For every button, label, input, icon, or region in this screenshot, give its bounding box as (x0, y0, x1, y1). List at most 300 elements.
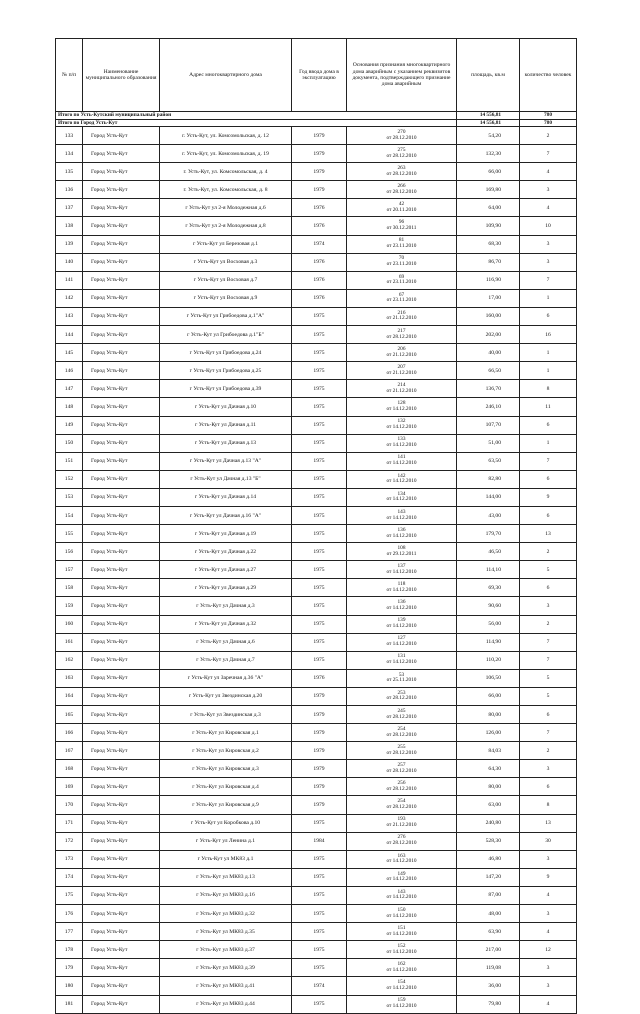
row-municipality: Город Усть-Кут (83, 271, 160, 289)
basis-doc-date: от 28.12.2010 (386, 731, 417, 738)
row-people: 6 (520, 778, 577, 796)
basis-doc-number: 216 (397, 309, 406, 316)
basis-doc-date: от 14.12.2010 (386, 442, 417, 449)
table-row (56, 977, 577, 995)
row-year: 1975 (292, 597, 347, 615)
row-year: 1975 (292, 506, 347, 524)
row-people: 4 (520, 199, 577, 217)
basis-doc-date: от 14.12.2010 (386, 858, 417, 865)
row-area: 43,00 (457, 506, 520, 524)
row-people: 7 (520, 651, 577, 669)
row-address: г. Усть-Кут, ул. Комсомольская, д. 4 (160, 163, 292, 181)
basis-doc-date: от 28.12.2010 (386, 713, 417, 720)
row-basis (347, 434, 457, 452)
table-row (56, 199, 577, 217)
row-number: 169 (56, 778, 83, 796)
row-basis (347, 380, 457, 398)
basis-doc-number: 141 (397, 454, 406, 461)
row-municipality: Город Усть-Кут (83, 434, 160, 452)
total-area: 14 556,81 (457, 112, 520, 120)
row-year: 1976 (292, 253, 347, 271)
row-area: 110,20 (457, 651, 520, 669)
basis-doc-number: 96 (398, 219, 405, 226)
basis-doc-date: от 14.12.2010 (386, 586, 417, 593)
row-number: 161 (56, 633, 83, 651)
row-address: г Усть-Кут ул Дачная д.19 (160, 525, 292, 543)
row-year: 1975 (292, 452, 347, 470)
row-number: 152 (56, 470, 83, 488)
row-year: 1975 (292, 868, 347, 886)
row-area: 66,00 (457, 163, 520, 181)
total-people: 780 (520, 119, 577, 127)
basis-doc-number: 275 (397, 146, 406, 153)
basis-doc-number: 67 (398, 291, 405, 298)
basis-doc-number: 108 (397, 544, 406, 551)
table-row (56, 687, 577, 705)
row-people: 6 (520, 579, 577, 597)
basis-doc-number: 154 (397, 979, 406, 986)
row-basis (347, 127, 457, 145)
row-basis (347, 506, 457, 524)
basis-doc-date: от 28.12.2010 (386, 333, 417, 340)
table-row (56, 127, 577, 145)
row-basis (347, 850, 457, 868)
table-row (56, 470, 577, 488)
row-number: 154 (56, 506, 83, 524)
table-row (56, 398, 577, 416)
row-municipality: Город Усть-Кут (83, 579, 160, 597)
row-address: г Усть-Кут ул МК83 д.41 (160, 977, 292, 995)
row-people: 7 (520, 145, 577, 163)
basis-doc-number: 162 (397, 961, 406, 968)
row-basis (347, 235, 457, 253)
row-area: 107,70 (457, 416, 520, 434)
row-year: 1975 (292, 543, 347, 561)
basis-doc-number: 70 (398, 255, 405, 262)
row-area: 126,00 (457, 724, 520, 742)
table-row (56, 253, 577, 271)
row-people: 3 (520, 977, 577, 995)
row-municipality: Город Усть-Кут (83, 977, 160, 995)
basis-doc-number: 81 (398, 237, 405, 244)
row-municipality: Город Усть-Кут (83, 163, 160, 181)
basis-doc-number: 245 (397, 707, 406, 714)
table-row (56, 886, 577, 904)
table-row (56, 163, 577, 181)
row-number: 175 (56, 886, 83, 904)
basis-doc-number: 69 (398, 273, 405, 280)
basis-doc-number: 127 (397, 635, 406, 642)
row-year: 1975 (292, 941, 347, 959)
row-area: 240,80 (457, 814, 520, 832)
row-address: г Усть-Кут ул МК83 д.44 (160, 995, 292, 1013)
basis-doc-number: 53 (398, 671, 405, 678)
row-area: 82,80 (457, 470, 520, 488)
row-year: 1975 (292, 416, 347, 434)
row-number: 178 (56, 941, 83, 959)
row-year: 1979 (292, 127, 347, 145)
row-people: 9 (520, 868, 577, 886)
row-municipality: Город Усть-Кут (83, 706, 160, 724)
row-address: г Усть-Кут ул Березовая д.1 (160, 235, 292, 253)
header-num: № п/п (56, 39, 83, 112)
row-year: 1975 (292, 398, 347, 416)
row-people: 6 (520, 416, 577, 434)
table-row (56, 326, 577, 344)
row-municipality: Город Усть-Кут (83, 923, 160, 941)
table-row (56, 416, 577, 434)
table-row (56, 706, 577, 724)
row-area: 86,70 (457, 253, 520, 271)
row-number: 141 (56, 271, 83, 289)
row-area: 79,80 (457, 995, 520, 1013)
row-year: 1975 (292, 326, 347, 344)
table-row (56, 995, 577, 1013)
row-people: 6 (520, 506, 577, 524)
row-address: г Усть-Кут ул Заречная д.36 "А" (160, 669, 292, 687)
row-basis (347, 886, 457, 904)
row-number: 165 (56, 706, 83, 724)
row-basis (347, 199, 457, 217)
row-people: 7 (520, 271, 577, 289)
row-people: 6 (520, 307, 577, 325)
row-area: 246,10 (457, 398, 520, 416)
table-row (56, 814, 577, 832)
document-sheet (55, 38, 576, 1014)
row-address: г Усть-Кут ул Дачная д.3 (160, 597, 292, 615)
row-number: 142 (56, 289, 83, 307)
row-address: г Усть-Кут ул Дачная д.6 (160, 633, 292, 651)
row-address: г Усть-Кут ул МК83 д.35 (160, 923, 292, 941)
table-row (56, 905, 577, 923)
basis-doc-date: от 23.11.2010 (386, 243, 417, 250)
row-year: 1976 (292, 217, 347, 235)
basis-doc-date: от 21.12.2010 (386, 351, 417, 358)
row-address: г Усть-Кут ул Дачная д.29 (160, 579, 292, 597)
row-area: 64,00 (457, 199, 520, 217)
row-year: 1975 (292, 959, 347, 977)
basis-doc-date: от 14.12.2010 (386, 405, 417, 412)
row-municipality: Город Усть-Кут (83, 344, 160, 362)
row-area: 528,30 (457, 832, 520, 850)
row-address: г Усть-Кут ул Грибоедова д.1"Б" (160, 326, 292, 344)
row-address: г Усть-Кут ул Кировская д.1 (160, 724, 292, 742)
row-number: 147 (56, 380, 83, 398)
basis-doc-date: от 28.12.2010 (386, 152, 417, 159)
table-row (56, 145, 577, 163)
row-number: 179 (56, 959, 83, 977)
row-area: 69,30 (457, 579, 520, 597)
row-basis (347, 959, 457, 977)
total-row-city (56, 119, 577, 127)
row-area: 87,00 (457, 886, 520, 904)
row-number: 158 (56, 579, 83, 597)
row-address: г Усть-Кут ул Кировская д.4 (160, 778, 292, 796)
row-area: 54,20 (457, 127, 520, 145)
row-area: 84,03 (457, 742, 520, 760)
table-row (56, 850, 577, 868)
row-basis (347, 941, 457, 959)
row-municipality: Город Усть-Кут (83, 561, 160, 579)
row-address: г Усть-Кут ул 2-я Молодежная д.8 (160, 217, 292, 235)
row-people: 13 (520, 525, 577, 543)
row-number: 173 (56, 850, 83, 868)
row-number: 162 (56, 651, 83, 669)
basis-doc-number: 151 (397, 924, 406, 931)
row-people: 30 (520, 832, 577, 850)
row-address: г Усть-Кут ул МК83 д.1 (160, 850, 292, 868)
row-address: г Усть-Кут ул Кировская д.9 (160, 796, 292, 814)
row-area: 147,20 (457, 868, 520, 886)
row-municipality: Город Усть-Кут (83, 669, 160, 687)
row-municipality: Город Усть-Кут (83, 543, 160, 561)
header-basis: Основания признания многоквартирного дома аварийным с указанием реквизитов документа, подтверждающего признание дома аварийным (347, 39, 457, 112)
row-number: 148 (56, 398, 83, 416)
total-people: 780 (520, 112, 577, 120)
row-year: 1975 (292, 488, 347, 506)
basis-doc-number: 131 (397, 653, 406, 660)
row-number: 163 (56, 669, 83, 687)
basis-doc-number: 133 (397, 436, 406, 443)
row-basis (347, 905, 457, 923)
row-municipality: Город Усть-Кут (83, 398, 160, 416)
row-address: г Усть-Кут ул МК83 д.37 (160, 941, 292, 959)
row-basis (347, 181, 457, 199)
basis-doc-date: от 28.12.2010 (386, 170, 417, 177)
row-year: 1975 (292, 886, 347, 904)
row-area: 36,00 (457, 977, 520, 995)
table-row (56, 344, 577, 362)
row-municipality: Город Усть-Кут (83, 995, 160, 1013)
row-address: г Усть-Кут ул Дачная д.11 (160, 416, 292, 434)
row-basis (347, 977, 457, 995)
row-year: 1974 (292, 977, 347, 995)
row-people: 11 (520, 398, 577, 416)
row-people: 1 (520, 289, 577, 307)
row-basis (347, 561, 457, 579)
row-basis (347, 651, 457, 669)
header-people: количество человек (520, 39, 577, 112)
table-row (56, 615, 577, 633)
basis-doc-date: от 14.12.2010 (386, 604, 417, 611)
table-row (56, 362, 577, 380)
table-row (56, 434, 577, 452)
basis-doc-date: от 14.12.2010 (386, 912, 417, 919)
row-municipality: Город Усть-Кут (83, 326, 160, 344)
row-municipality: Город Усть-Кут (83, 615, 160, 633)
basis-doc-number: 132 (397, 418, 406, 425)
basis-doc-number: 142 (397, 472, 406, 479)
row-year: 1976 (292, 669, 347, 687)
row-year: 1975 (292, 470, 347, 488)
basis-doc-number: 137 (397, 563, 406, 569)
table-row (56, 235, 577, 253)
basis-doc-date: от 14.12.2010 (386, 623, 417, 630)
row-people: 1 (520, 362, 577, 380)
row-year: 1979 (292, 145, 347, 163)
row-people: 6 (520, 706, 577, 724)
row-year: 1979 (292, 778, 347, 796)
basis-doc-number: 143 (397, 888, 406, 895)
table-row (56, 651, 577, 669)
row-municipality: Город Усть-Кут (83, 307, 160, 325)
row-number: 138 (56, 217, 83, 235)
basis-doc-number: 255 (397, 743, 406, 750)
basis-doc-date: от 14.12.2010 (386, 659, 417, 666)
basis-doc-date: от 14.12.2010 (386, 424, 417, 431)
row-basis (347, 470, 457, 488)
row-municipality: Город Усть-Кут (83, 145, 160, 163)
basis-doc-date: от 14.12.2010 (386, 984, 417, 991)
row-people: 4 (520, 163, 577, 181)
row-area: 90,60 (457, 597, 520, 615)
row-municipality: Город Усть-Кут (83, 362, 160, 380)
row-municipality: Город Усть-Кут (83, 959, 160, 977)
row-people: 7 (520, 452, 577, 470)
row-address: г Усть-Кут ул Дачная д.13 "А" (160, 452, 292, 470)
header-address: Адрес многоквартирного дома (160, 39, 292, 112)
row-year: 1975 (292, 995, 347, 1013)
row-number: 166 (56, 724, 83, 742)
row-year: 1976 (292, 271, 347, 289)
row-number: 134 (56, 145, 83, 163)
basis-doc-number: 206 (397, 345, 406, 352)
row-people: 2 (520, 543, 577, 561)
row-year: 1975 (292, 362, 347, 380)
row-address: г Усть-Кут ул Восховая д.9 (160, 289, 292, 307)
basis-doc-date: от 23.11.2010 (386, 279, 417, 286)
row-area: 63,50 (457, 452, 520, 470)
table-row (56, 307, 577, 325)
table-row (56, 633, 577, 651)
row-address: г. Усть-Кут, ул. Комсомольская, д. 19 (160, 145, 292, 163)
basis-doc-date: от 21.12.2010 (386, 369, 417, 376)
row-people: 10 (520, 217, 577, 235)
row-year: 1979 (292, 796, 347, 814)
row-basis (347, 344, 457, 362)
row-year: 1975 (292, 615, 347, 633)
basis-doc-date: от 14.12.2010 (386, 930, 417, 937)
row-address: г Усть-Кут ул Дачная д.13 "Б" (160, 470, 292, 488)
row-address: г Усть-Кут ул Грибоедова д.1"А" (160, 307, 292, 325)
basis-doc-date: от 14.12.2010 (386, 1003, 417, 1010)
table-row (56, 796, 577, 814)
row-number: 140 (56, 253, 83, 271)
row-number: 149 (56, 416, 83, 434)
basis-doc-date: от 14.12.2010 (386, 514, 417, 521)
basis-doc-date: от 28.12.2010 (386, 188, 417, 195)
row-area: 66,50 (457, 362, 520, 380)
header-area: площадь, кв.м (457, 39, 520, 112)
row-basis (347, 163, 457, 181)
row-people: 1 (520, 344, 577, 362)
row-municipality: Город Усть-Кут (83, 253, 160, 271)
basis-doc-date: от 14.12.2010 (386, 496, 417, 503)
row-number: 170 (56, 796, 83, 814)
row-municipality: Город Усть-Кут (83, 760, 160, 778)
row-basis (347, 217, 457, 235)
table-row (56, 525, 577, 543)
basis-doc-date: от 14.12.2010 (386, 948, 417, 955)
row-address: г Усть-Кут ул Восховая д.7 (160, 271, 292, 289)
basis-doc-number: 152 (397, 942, 406, 949)
row-number: 143 (56, 307, 83, 325)
basis-doc-date: от 28.12.2010 (386, 785, 417, 792)
basis-doc-date: от 28.12.2010 (386, 767, 417, 774)
basis-doc-date: от 28.12.2010 (386, 804, 417, 811)
row-address: г Усть-Кут ул Грибоедова д.39 (160, 380, 292, 398)
row-number: 146 (56, 362, 83, 380)
basis-doc-date: от 21.12.2010 (386, 822, 417, 829)
row-address: г Усть-Кут ул Кировская д.3 (160, 760, 292, 778)
row-basis (347, 416, 457, 434)
basis-doc-date: от 25.11.2010 (386, 677, 417, 684)
row-basis (347, 452, 457, 470)
row-area: 116,90 (457, 271, 520, 289)
row-address: г Усть-Кут ул Грибоедова д.25 (160, 362, 292, 380)
row-people: 13 (520, 814, 577, 832)
row-municipality: Город Усть-Кут (83, 905, 160, 923)
row-municipality: Город Усть-Кут (83, 814, 160, 832)
row-area: 119,08 (457, 959, 520, 977)
basis-doc-number: 134 (397, 490, 406, 497)
row-number: 145 (56, 344, 83, 362)
basis-doc-date: от 30.12.2011 (386, 225, 417, 232)
row-municipality: Город Усть-Кут (83, 724, 160, 742)
basis-doc-date: от 14.12.2010 (386, 894, 417, 901)
row-year: 1984 (292, 832, 347, 850)
row-year: 1975 (292, 434, 347, 452)
row-address: г Усть-Кут ул Звездинская д.20 (160, 687, 292, 705)
basis-doc-date: от 28.12.2010 (386, 840, 417, 847)
row-number: 157 (56, 561, 83, 579)
basis-doc-number: 149 (397, 870, 406, 877)
row-municipality: Город Усть-Кут (83, 796, 160, 814)
row-basis (347, 814, 457, 832)
row-year: 1975 (292, 307, 347, 325)
row-number: 133 (56, 127, 83, 145)
row-basis (347, 525, 457, 543)
basis-doc-number: 214 (397, 382, 406, 389)
row-address: г Усть-Кут ул Дачная д.32 (160, 615, 292, 633)
row-number: 174 (56, 868, 83, 886)
row-area: 217,00 (457, 941, 520, 959)
row-year: 1979 (292, 181, 347, 199)
row-number: 150 (56, 434, 83, 452)
row-number: 159 (56, 597, 83, 615)
row-people: 3 (520, 760, 577, 778)
header-year: Год ввода дома в эксплуатацию (292, 39, 347, 112)
row-number: 153 (56, 488, 83, 506)
row-number: 176 (56, 905, 83, 923)
row-basis (347, 778, 457, 796)
basis-doc-date: от 20.11.2010 (386, 206, 417, 213)
row-basis (347, 597, 457, 615)
total-row-district (56, 112, 577, 120)
row-number: 156 (56, 543, 83, 561)
basis-doc-date: от 23.11.2010 (386, 297, 417, 304)
row-municipality: Город Усть-Кут (83, 217, 160, 235)
basis-doc-number: 263 (397, 164, 406, 171)
row-basis (347, 307, 457, 325)
row-people: 16 (520, 326, 577, 344)
header-municipality: Наименование муниципального образования (83, 39, 160, 112)
row-address: г Усть-Кут ул МК83 д.13 (160, 868, 292, 886)
row-basis (347, 253, 457, 271)
basis-doc-date: от 28.12.2010 (386, 695, 417, 702)
row-municipality: Город Усть-Кут (83, 651, 160, 669)
row-number: 168 (56, 760, 83, 778)
